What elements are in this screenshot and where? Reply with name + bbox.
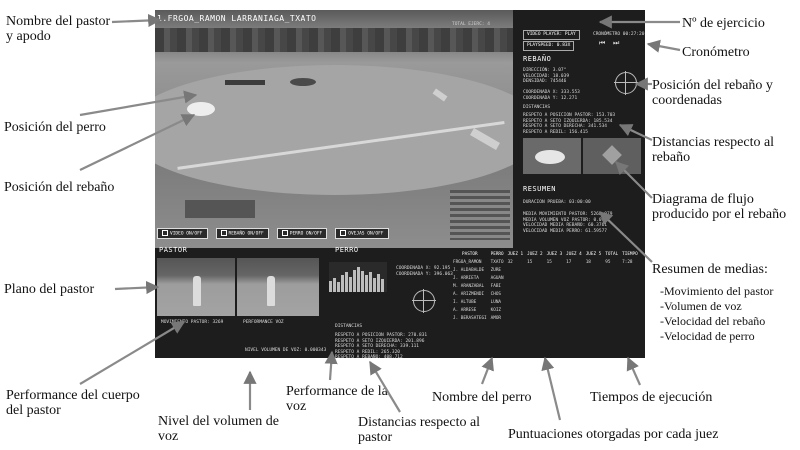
voice-bar	[333, 278, 336, 292]
table-cell: A. ARIZMENDI	[453, 291, 485, 297]
table-cell	[506, 290, 526, 298]
voice-bar	[365, 275, 368, 292]
distancias-label: DISTANCIAS	[523, 105, 551, 110]
table-cell	[564, 298, 584, 306]
label-posicion-rebano-coord: Posición del rebaño y coordenadas	[652, 78, 773, 108]
medias-list	[660, 284, 773, 344]
voice-bar	[381, 279, 384, 292]
table-cell: I. ALTUBE	[453, 299, 477, 305]
cronometro: CRONÓMETRO 00:27:20	[593, 32, 645, 37]
table-cell: KOIZ	[490, 307, 501, 313]
shed	[290, 78, 316, 86]
table-cell	[525, 282, 545, 290]
table-cell	[603, 314, 620, 322]
performance-voz-label: PERFORMANCE VOZ	[243, 320, 284, 325]
table-cell	[603, 306, 620, 314]
table-cell: 15	[527, 259, 533, 265]
toggle-label: PERRO ON/OFF	[289, 231, 323, 237]
table-cell: 18	[585, 259, 591, 265]
table-cell	[545, 298, 565, 306]
resumen-line: VELOCIDAD MEDIA REBAÑO: 60.3761	[523, 223, 607, 228]
distance-line: RESPETO A SETO DERECHA: 339.111	[335, 344, 419, 349]
rebano-coords	[523, 90, 580, 101]
table-cell	[620, 314, 640, 322]
voice-bar	[329, 281, 332, 292]
judges-header-cell: JUEZ 3	[546, 251, 563, 257]
distance-line: RESPETO A POSICION PASTOR: 270.831	[335, 333, 428, 338]
table-cell	[525, 298, 545, 306]
table-cell	[620, 306, 640, 314]
label-plano-pastor: Plano del pastor	[4, 282, 95, 297]
perro-header: PERRO	[335, 246, 359, 254]
label-puntuaciones: Puntuaciones otorgadas por cada juez	[508, 427, 719, 442]
rebano-stats	[523, 68, 569, 85]
label-resumen-medias: Resumen de medias:	[652, 262, 768, 277]
table-cell: AMOR	[490, 315, 501, 321]
table-cell	[545, 290, 565, 298]
table-cell: LUNA	[490, 299, 501, 305]
table-cell: J. BERASATEGI	[453, 315, 487, 321]
resumen-line: MEDIA VOLUMEN VOZ PASTOR: 0.0978	[523, 217, 610, 223]
table-cell: J. ARRIETA	[453, 275, 479, 281]
table-cell	[525, 290, 545, 298]
judges-header-cell: JUEZ 1	[507, 251, 524, 257]
label-diagrama-flujo: Diagrama de flujo producido por el rebaño	[652, 192, 787, 222]
toggle-label: OVEJAS ON/OFF	[348, 231, 384, 237]
table-cell	[545, 314, 565, 322]
table-cell: FRGOA_RAMON	[453, 259, 482, 265]
flock-position	[187, 102, 215, 116]
resumen-line: MEDIA MOVIMIENTO PASTOR: 5268.079	[523, 212, 613, 217]
resumen-stats	[523, 212, 612, 234]
voice-bar	[341, 275, 344, 292]
label-posicion-perro: Posición del perro	[4, 120, 106, 135]
table-cell	[564, 290, 584, 298]
label-cronometro: Cronómetro	[682, 45, 750, 60]
flock-thumbnail	[523, 138, 581, 174]
pastor-body-performance	[237, 258, 319, 316]
media-item: -Volumen de voz	[660, 299, 742, 313]
table-cell	[584, 298, 604, 306]
table-cell	[620, 282, 640, 290]
table-cell	[545, 282, 565, 290]
table-cell: 15	[546, 259, 552, 265]
table-cell	[564, 306, 584, 314]
rebano-toggle[interactable]	[216, 228, 269, 239]
table-cell	[620, 274, 640, 282]
tree-line	[155, 28, 513, 52]
forward-icon[interactable]: ⏭	[613, 39, 620, 47]
judges-header-cell: TIEMPO	[622, 251, 638, 257]
judges-table	[451, 250, 640, 322]
table-cell	[525, 306, 545, 314]
flow-diagram	[583, 138, 641, 174]
voice-performance-chart	[329, 262, 387, 292]
resumen-line: VELOCIDAD MEDIA PERRO: 61.59577	[523, 228, 607, 234]
distance-line: RESPETO A SETO DERECHA: 341.534	[523, 124, 607, 129]
table-cell	[584, 306, 604, 314]
voice-bar	[345, 272, 348, 292]
table-cell	[564, 274, 584, 282]
stat-line: DIRECCIÓN: 3.07°	[523, 68, 567, 73]
label-n-ejercicio: Nº de ejercicio	[682, 16, 765, 31]
spectators	[185, 200, 255, 218]
checkbox-icon	[162, 230, 168, 236]
rewind-icon[interactable]: ⏮	[599, 39, 606, 47]
voice-bar	[357, 267, 360, 292]
pastor-camera-view	[157, 258, 235, 316]
video-player-control[interactable]: VIDEO PLAYER: PLAY	[523, 30, 580, 40]
table-cell: A. ARRESE	[453, 307, 477, 313]
label-tiempos: Tiempos de ejecución	[590, 390, 713, 405]
table-cell	[506, 306, 526, 314]
table-cell	[506, 298, 526, 306]
table-cell	[584, 290, 604, 298]
table-cell	[620, 298, 640, 306]
table-cell: 7:28	[622, 259, 633, 265]
duracion-prueba: DURACION PRUEBA: 03:00:00	[523, 200, 591, 205]
voice-bar	[353, 270, 356, 292]
voice-bar	[349, 277, 352, 292]
table-cell	[564, 314, 584, 322]
judges-header-row	[451, 250, 640, 258]
table-cell	[564, 266, 584, 274]
table-row[interactable]	[451, 274, 640, 282]
distance-line: RESPETO A REBAÑO: 408.712	[335, 355, 403, 358]
table-cell	[603, 274, 620, 282]
coord-line: COORDENADA X: 92.195	[396, 266, 451, 271]
table-cell	[564, 282, 584, 290]
movimiento-pastor: MOVIMIENTO PASTOR: 3269	[161, 320, 224, 325]
video-panel[interactable]	[155, 10, 513, 248]
shepherd-figure	[193, 276, 201, 306]
table-cell	[603, 290, 620, 298]
judges-header-cell: JUEZ 5	[585, 251, 602, 257]
judges-header-cell: TOTAL	[605, 251, 619, 257]
nivel-volumen: NIVEL VOLUMEN DE VOZ: 0.000343	[245, 348, 327, 353]
media-item: -Velocidad del rebaño	[660, 314, 766, 328]
distance-line: RESPETO A POSICION PASTOR: 153.703	[523, 113, 616, 118]
table-cell: ZURE	[490, 267, 501, 273]
table-cell: 95	[605, 259, 611, 265]
distance-line: RESPETO A REDIL: 265.320	[335, 349, 401, 355]
coord-line: COORDENADA X: 333.553	[523, 90, 580, 95]
table-cell	[584, 266, 604, 274]
rebano-header: REBAÑO	[523, 55, 552, 63]
label-distancias-rebano: Distancias respecto al rebaño	[652, 135, 775, 165]
stat-line: DENSIDAD: 745446	[523, 79, 567, 84]
table-cell	[584, 282, 604, 290]
table-cell: 17	[566, 259, 572, 265]
toggle-label: REBAÑO ON/OFF	[228, 231, 264, 237]
toggle-label: VIDEO ON/OFF	[170, 231, 203, 237]
voice-bar	[337, 282, 340, 292]
judges-header-cell: PASTOR	[462, 251, 478, 257]
table-cell: M. ARANZABAL	[453, 283, 485, 289]
right-panel	[517, 10, 645, 248]
distancias-pastor-label: DISTANCIAS	[335, 324, 363, 329]
app-screen	[155, 10, 645, 358]
perro-compass-icon	[413, 290, 435, 312]
checkbox-icon	[340, 230, 346, 236]
table-cell	[584, 274, 604, 282]
judges-header-cell: JUEZ 4	[566, 251, 582, 257]
table-cell	[506, 314, 526, 322]
distance-line: RESPETO A SETO IZQUIERDA: 201.896	[335, 338, 425, 344]
table-cell	[506, 266, 526, 274]
table-cell: TXATO	[490, 259, 504, 265]
label-performance-voz: Performance de la voz	[286, 384, 388, 414]
shed	[225, 80, 265, 85]
table-cell: J. ALDABALDE	[453, 267, 485, 273]
pastor-header: PASTOR	[159, 246, 188, 254]
video-toggle[interactable]	[157, 228, 208, 239]
checkbox-icon	[221, 230, 227, 236]
table-row[interactable]	[451, 306, 640, 314]
perro-toggle[interactable]	[277, 228, 328, 239]
label-nombre-perro: Nombre del perro	[432, 390, 532, 405]
table-cell: 32	[507, 259, 513, 265]
checkbox-icon	[282, 230, 288, 236]
shepherd-figure	[267, 276, 275, 306]
table-cell: FABI	[490, 283, 501, 289]
table-row[interactable]	[451, 314, 640, 322]
resumen-header: RESUMEN	[523, 185, 557, 193]
media-item: -Velocidad de perro	[660, 329, 755, 343]
exercise-number: TOTAL EJERC: 4	[452, 22, 490, 27]
table-cell	[525, 314, 545, 322]
distance-line: RESPETO A SETO IZQUIERDA: 185.534	[523, 118, 613, 124]
voice-bar	[373, 278, 376, 292]
table-row[interactable]	[451, 266, 640, 274]
table-cell	[525, 266, 545, 274]
perro-coords	[396, 266, 453, 277]
table-row[interactable]	[451, 290, 640, 298]
label-distancias-pastor: Distancias respecto al pastor	[358, 415, 481, 445]
rebano-distances	[523, 113, 615, 135]
table-cell: AGUAN	[490, 275, 504, 281]
spectators	[450, 190, 510, 240]
table-cell	[545, 266, 565, 274]
label-nombre-pastor: Nombre del pastor y apodo	[6, 14, 111, 44]
ovejas-toggle[interactable]	[335, 228, 388, 239]
coord-line: COORDENADA Y: 396.063	[396, 271, 453, 277]
table-cell: CHOS	[490, 291, 501, 297]
table-cell	[525, 274, 545, 282]
judges-header-cell: PERRO	[490, 251, 504, 257]
shepherd-name-title: 1.FRGOA_RAMON LARRANIAGA_TXATO	[157, 14, 317, 23]
voice-bar	[369, 272, 372, 292]
table-row[interactable]	[451, 298, 640, 306]
coord-line: COORDENADA Y: 12.271	[523, 95, 578, 101]
stat-line: VELOCIDAD: 18.039	[523, 73, 570, 79]
table-cell	[603, 298, 620, 306]
table-cell	[620, 266, 640, 274]
judges-header-cell: JUEZ 2	[527, 251, 543, 257]
table-row[interactable]	[451, 282, 640, 290]
table-row[interactable]	[451, 258, 640, 266]
rebano-compass-icon	[615, 72, 637, 94]
playspeed-control[interactable]: PLAYSPEED: 0.83X	[523, 41, 574, 51]
table-cell	[603, 282, 620, 290]
label-nivel-volumen: Nivel del volumen de voz	[158, 414, 279, 444]
toggle-bar	[157, 228, 389, 239]
table-cell	[545, 274, 565, 282]
label-posicion-rebano: Posición del rebaño	[4, 180, 115, 195]
voice-bar	[377, 274, 380, 292]
label-performance-cuerpo: Performance del cuerpo del pastor	[6, 388, 140, 418]
table-cell	[620, 290, 640, 298]
table-cell	[506, 274, 526, 282]
media-item: -Movimiento del pastor	[660, 284, 774, 298]
distance-line: RESPETO A REDIL: 156.415	[523, 129, 589, 135]
table-cell	[506, 282, 526, 290]
pastor-distances	[335, 333, 427, 358]
table-cell	[545, 306, 565, 314]
table-cell	[603, 266, 620, 274]
table-cell	[584, 314, 604, 322]
voice-bar	[361, 271, 364, 292]
